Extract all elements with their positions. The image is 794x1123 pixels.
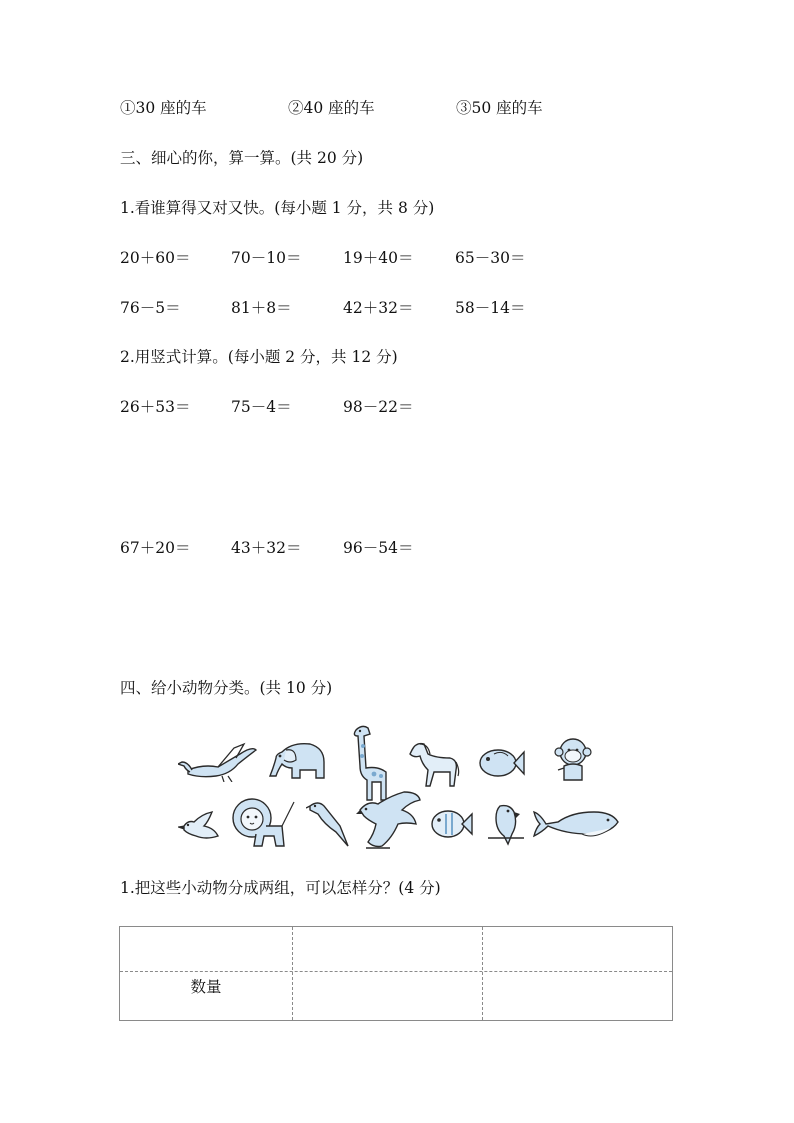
math-problem: 42＋32＝	[343, 299, 414, 317]
vertical-calc-problem: 67＋20＝	[120, 539, 191, 557]
vertical-calc-problem: 75－4＝	[231, 398, 292, 416]
eagle-icon	[356, 790, 422, 852]
choice-40-seat: ②40 座的车	[288, 99, 375, 117]
section3-q1-title: 1.看谁算得又对又快。(每小题 1 分，共 8 分)	[120, 199, 435, 217]
section4-q1-title: 1.把这些小动物分成两组，可以怎样分？(4 分)	[120, 879, 441, 897]
lion-icon	[230, 796, 296, 850]
monkey-icon	[550, 736, 596, 784]
math-problem: 58－14＝	[455, 299, 526, 317]
whale-icon	[532, 804, 620, 844]
section4-heading: 四、给小动物分类。(共 10 分)	[120, 679, 333, 697]
fish-icon	[428, 806, 474, 842]
answer-cell[interactable]	[293, 927, 482, 971]
elephant-icon	[266, 738, 328, 782]
parrot-icon	[486, 802, 526, 846]
fish-icon	[476, 744, 526, 782]
section3-heading: 三、细心的你，算一算。(共 20 分)	[120, 149, 364, 167]
dove-icon	[178, 810, 222, 844]
math-problem: 20＋60＝	[120, 249, 191, 267]
answer-cell[interactable]	[483, 927, 673, 971]
choice-30-seat: ①30 座的车	[120, 99, 207, 117]
math-problem: 70－10＝	[231, 249, 302, 267]
bird-icon	[306, 800, 350, 850]
goose-icon	[178, 740, 258, 782]
answer-cell[interactable]	[483, 972, 673, 1020]
vertical-calc-problem: 26＋53＝	[120, 398, 191, 416]
vertical-calc-problem: 98－22＝	[343, 398, 414, 416]
quantity-label: 数量	[190, 978, 222, 996]
math-problem: 19＋40＝	[343, 249, 414, 267]
math-problem: 76－5＝	[120, 299, 181, 317]
math-problem: 81＋8＝	[231, 299, 292, 317]
vertical-calc-problem: 43＋32＝	[231, 539, 302, 557]
math-problem: 65－30＝	[455, 249, 526, 267]
section3-q2-title: 2.用竖式计算。(每小题 2 分，共 12 分)	[120, 348, 398, 366]
answer-cell[interactable]	[293, 972, 482, 1020]
animal-illustrations	[170, 720, 630, 860]
choice-50-seat: ③50 座的车	[456, 99, 543, 117]
horse-icon	[406, 740, 460, 790]
vertical-calc-problem: 96－54＝	[343, 539, 414, 557]
classification-table	[119, 926, 673, 1021]
